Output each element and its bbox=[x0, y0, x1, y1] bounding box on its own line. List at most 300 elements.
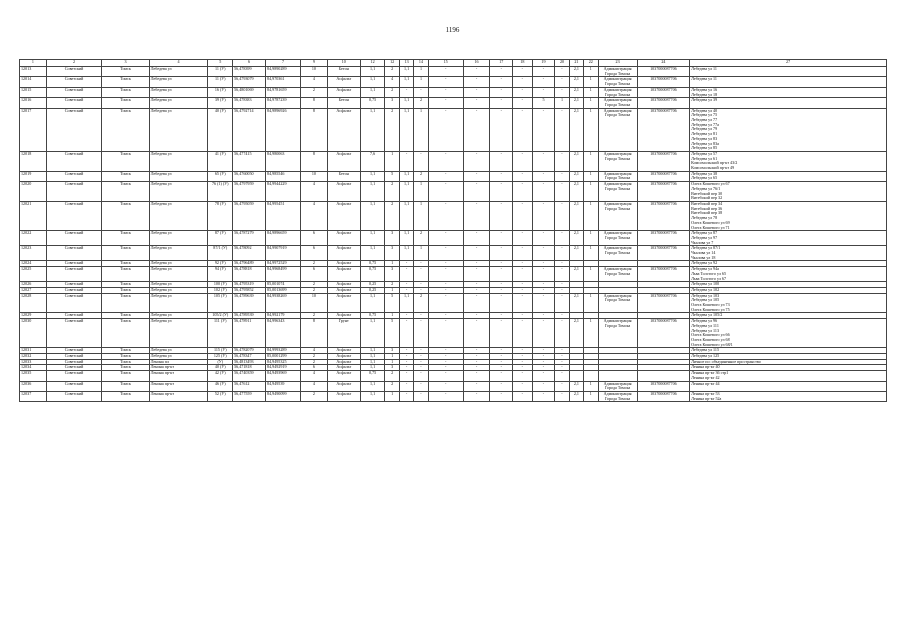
value-cell: 1,1 bbox=[399, 67, 413, 77]
header-cell: 10 bbox=[327, 60, 360, 67]
value-cell: - bbox=[490, 293, 513, 313]
address-line: Лебедева ул 16 bbox=[691, 87, 718, 92]
city-cell: Томск bbox=[102, 201, 149, 230]
value-cell: - bbox=[490, 171, 513, 181]
owner-line: Администрация bbox=[603, 391, 632, 396]
value-cell: - bbox=[399, 313, 413, 319]
value-cell: 1,1 bbox=[360, 293, 385, 313]
owner-cell bbox=[598, 182, 637, 202]
ogrn-cell: 1037000087706 bbox=[637, 267, 690, 282]
value-cell: - bbox=[513, 201, 533, 230]
latitude-cell: 56,4796489 bbox=[233, 261, 266, 267]
table-row bbox=[20, 371, 887, 381]
value-cell: - bbox=[428, 371, 463, 381]
row-number: 12027 bbox=[20, 287, 47, 293]
count-cell: 2 bbox=[385, 201, 399, 230]
address-line: Лебедева ул 11 bbox=[691, 66, 717, 71]
house-cell: (У) bbox=[208, 359, 233, 365]
address-line: Олега Кошевого ул 66 bbox=[691, 332, 730, 338]
value-cell: - bbox=[463, 354, 490, 360]
city-cell: Томск bbox=[102, 98, 149, 108]
value-cell: - bbox=[555, 267, 569, 282]
count-cell: 3 bbox=[385, 267, 399, 282]
value-cell: - bbox=[513, 293, 533, 313]
value-cell: 1 bbox=[584, 392, 598, 402]
longitude-cell: 84,980063 bbox=[266, 151, 301, 171]
value-cell: - bbox=[463, 359, 490, 365]
ogrn-cell: 1037000087706 bbox=[637, 108, 690, 151]
value-cell: - bbox=[555, 67, 569, 77]
value-cell: - bbox=[513, 171, 533, 181]
value-cell: - bbox=[490, 67, 513, 77]
value-cell: - bbox=[414, 319, 428, 348]
value-cell: 1 bbox=[414, 67, 428, 77]
surface-cell: Асфальт bbox=[327, 293, 360, 313]
owner-cell bbox=[598, 392, 637, 402]
owner-line: Города Томска bbox=[604, 205, 631, 211]
ogrn-cell: 1037000087706 bbox=[637, 87, 690, 97]
ogrn-cell: 1037000087706 bbox=[637, 246, 690, 261]
address-cell bbox=[690, 319, 887, 348]
value-cell: - bbox=[513, 267, 533, 282]
longitude-cell: 84,970361 bbox=[266, 77, 301, 87]
value-cell: 1 bbox=[584, 231, 598, 246]
value-cell: 1,1 bbox=[360, 87, 385, 97]
house-cell: 11 (У) bbox=[208, 67, 233, 77]
header-cell: 14 bbox=[414, 60, 428, 67]
district-cell: Советский bbox=[46, 231, 102, 246]
ogrn-cell: 1037000087706 bbox=[637, 171, 690, 181]
table-row bbox=[20, 267, 887, 282]
header-cell: 21 bbox=[569, 60, 583, 67]
city-cell: Томск bbox=[102, 67, 149, 77]
address-line: Лебедева ул 87/1 bbox=[691, 245, 721, 251]
value-cell: - bbox=[513, 67, 533, 77]
street-cell: Лебедева ул bbox=[149, 287, 208, 293]
latitude-cell: 56,478347 bbox=[233, 354, 266, 360]
value-cell: 2,1 bbox=[569, 108, 583, 151]
street-cell: Ленина пр-кт bbox=[149, 392, 208, 402]
header-cell: 5 bbox=[208, 60, 233, 67]
value-cell: - bbox=[513, 246, 533, 261]
address-cell bbox=[690, 201, 887, 230]
value-cell: - bbox=[428, 293, 463, 313]
count-cell: 3 bbox=[385, 98, 399, 108]
street-cell: Лебедева ул bbox=[149, 261, 208, 267]
count-cell: 1 bbox=[385, 151, 399, 171]
district-cell: Советский bbox=[46, 246, 102, 261]
count-cell: 3 bbox=[385, 246, 399, 261]
value-cell: - bbox=[513, 77, 533, 87]
value-cell: 0,25 bbox=[360, 287, 385, 293]
count-cell: 2 bbox=[385, 371, 399, 381]
value-cell: - bbox=[428, 381, 463, 391]
value-cell: 1 bbox=[414, 182, 428, 202]
city-cell: Томск bbox=[102, 77, 149, 87]
surface-cell: Асфальт bbox=[327, 371, 360, 381]
address-line: Олега Кошевого ул 75 bbox=[691, 306, 730, 312]
value-cell: 2,1 bbox=[569, 87, 583, 97]
value-cell: - bbox=[463, 201, 490, 230]
value-cell: 1 bbox=[584, 201, 598, 230]
value-cell: 7,6 bbox=[360, 151, 385, 171]
surface-cell: Асфальт bbox=[327, 77, 360, 87]
owner-line: Администрация bbox=[603, 97, 632, 103]
width-cell: 4 bbox=[301, 182, 328, 202]
value-cell: - bbox=[414, 365, 428, 371]
width-cell: 8 bbox=[301, 151, 328, 171]
owner-line: Города Томска bbox=[604, 297, 631, 303]
row-number: 12020 bbox=[20, 182, 47, 202]
address-line: Лебедева ул 77а bbox=[691, 121, 719, 127]
value-cell: - bbox=[490, 282, 513, 288]
latitude-cell: 56,4813493 bbox=[233, 359, 266, 365]
city-cell: Томск bbox=[102, 246, 149, 261]
value-cell: 1,1 bbox=[360, 354, 385, 360]
value-cell: - bbox=[399, 354, 413, 360]
row-number: 12034 bbox=[20, 365, 47, 371]
row-number: 12033 bbox=[20, 359, 47, 365]
value-cell: - bbox=[555, 371, 569, 381]
header-cell: 24 bbox=[637, 60, 690, 67]
value-cell: - bbox=[428, 261, 463, 267]
address-line: Лебедева ул 96 bbox=[691, 318, 718, 324]
count-cell: 1 bbox=[385, 359, 399, 365]
table-row bbox=[20, 231, 887, 246]
district-cell: Советский bbox=[46, 348, 102, 354]
latitude-cell: 56,478911 bbox=[233, 319, 266, 348]
table-row bbox=[20, 98, 887, 108]
width-cell: 6 bbox=[301, 246, 328, 261]
owner-line: Города Томска bbox=[604, 70, 631, 76]
owner-line: Администрация bbox=[603, 266, 632, 272]
address-cell bbox=[690, 392, 887, 402]
house-cell: 11 (У) bbox=[208, 77, 233, 87]
street-cell: Лебедева ул bbox=[149, 87, 208, 97]
street-cell: Лебедева ул bbox=[149, 246, 208, 261]
address-cell bbox=[690, 246, 887, 261]
table-row bbox=[20, 293, 887, 313]
value-cell: 1,1 bbox=[360, 67, 385, 77]
header-cell: 27 bbox=[690, 60, 887, 67]
district-cell: Советский bbox=[46, 98, 102, 108]
address-line: Олега Кошевого ул 68/1 bbox=[691, 341, 733, 347]
surface-cell: Асфальт bbox=[327, 287, 360, 293]
value-cell: 1 bbox=[584, 151, 598, 171]
longitude-cell: 84,9781659 bbox=[266, 87, 301, 97]
value-cell: - bbox=[463, 371, 490, 381]
street-cell: Ленина пл bbox=[149, 359, 208, 365]
surface-cell: Асфальт bbox=[327, 392, 360, 402]
width-cell: 4 bbox=[301, 348, 328, 354]
value-cell: - bbox=[463, 108, 490, 151]
district-cell: Советский bbox=[46, 171, 102, 181]
value-cell: - bbox=[532, 231, 555, 246]
value-cell: - bbox=[513, 392, 533, 402]
street-cell: Лебедева ул bbox=[149, 77, 208, 87]
longitude-cell: 84,9896926 bbox=[266, 108, 301, 151]
house-cell: 39 (У) bbox=[208, 98, 233, 108]
street-cell: Лебедева ул bbox=[149, 319, 208, 348]
value-cell: - bbox=[532, 246, 555, 261]
owner-line: Администрация bbox=[603, 230, 632, 236]
value-cell: - bbox=[532, 182, 555, 202]
address-line: Чкалова ул 7 bbox=[691, 239, 714, 245]
table-row bbox=[20, 182, 887, 202]
row-number: 12032 bbox=[20, 354, 47, 360]
value-cell: - bbox=[555, 319, 569, 348]
page-number: 1196 bbox=[445, 26, 460, 34]
district-cell: Советский bbox=[46, 319, 102, 348]
longitude-cell: 84,992179 bbox=[266, 313, 301, 319]
value-cell: - bbox=[490, 371, 513, 381]
value-cell: 1 bbox=[584, 246, 598, 261]
street-cell: Лебедева ул bbox=[149, 293, 208, 313]
address-line: Лебедева ул 38 bbox=[691, 171, 718, 176]
value-cell: 1 bbox=[584, 87, 598, 97]
latitude-cell: 56,4795852 bbox=[233, 287, 266, 293]
value-cell: - bbox=[513, 231, 533, 246]
value-cell: 1,1 bbox=[360, 182, 385, 202]
value-cell: 1,1 bbox=[360, 201, 385, 230]
width-cell: 4 bbox=[301, 77, 328, 87]
value-cell: - bbox=[555, 231, 569, 246]
count-cell: 1 bbox=[385, 354, 399, 360]
count-cell: 4 bbox=[385, 77, 399, 87]
street-cell: Лебедева ул bbox=[149, 354, 208, 360]
value-cell: - bbox=[428, 313, 463, 319]
value-cell: 2 bbox=[414, 98, 428, 108]
row-number: 12013 bbox=[20, 67, 47, 77]
row-number: 12018 bbox=[20, 151, 47, 171]
owner-line: Администрация bbox=[603, 151, 632, 156]
value-cell: - bbox=[513, 313, 533, 319]
value-cell: - bbox=[490, 246, 513, 261]
width-cell: 2 bbox=[301, 87, 328, 97]
owner-cell bbox=[598, 371, 637, 381]
district-cell: Советский bbox=[46, 67, 102, 77]
latitude-cell: 56,4801069 bbox=[233, 87, 266, 97]
street-cell: Лебедева ул bbox=[149, 348, 208, 354]
longitude-cell: 84,995451 bbox=[266, 201, 301, 230]
value-cell: - bbox=[428, 67, 463, 77]
value-cell: - bbox=[513, 381, 533, 391]
value-cell: 1 bbox=[584, 267, 598, 282]
owner-line: Администрация bbox=[603, 108, 632, 113]
row-number: 12019 bbox=[20, 171, 47, 181]
latitude-cell: 56,4760050 bbox=[233, 171, 266, 181]
header-cell: 16 bbox=[463, 60, 490, 67]
address-line: Лебедева ул 61 bbox=[691, 155, 718, 161]
value-cell: - bbox=[463, 231, 490, 246]
value-cell: 1,1 bbox=[399, 108, 413, 151]
owner-cell bbox=[598, 231, 637, 246]
district-cell: Советский bbox=[46, 108, 102, 151]
owner-line: Города Томска bbox=[604, 322, 631, 328]
header-cell: 1 bbox=[20, 60, 47, 67]
value-cell: - bbox=[490, 267, 513, 282]
address-line: Лебедева ул 11 bbox=[691, 76, 717, 82]
house-cell: 40 (У) bbox=[208, 108, 233, 151]
house-cell: 46 (У) bbox=[208, 381, 233, 391]
house-cell: 105/2 (У) bbox=[208, 313, 233, 319]
header-row bbox=[20, 60, 887, 67]
registry-table bbox=[19, 59, 887, 402]
longitude-cell: 84,9972529 bbox=[266, 261, 301, 267]
value-cell: - bbox=[463, 381, 490, 391]
ogrn-cell: 1037000087706 bbox=[637, 201, 690, 230]
address-line: Лебедева ул 76/1 bbox=[691, 185, 721, 191]
table-row bbox=[20, 171, 887, 181]
surface-cell: Асфальт bbox=[327, 267, 360, 282]
value-cell: - bbox=[555, 108, 569, 151]
district-cell: Советский bbox=[46, 287, 102, 293]
value-cell: - bbox=[532, 108, 555, 151]
value-cell: - bbox=[490, 108, 513, 151]
longitude-cell: 85,0013699 bbox=[266, 287, 301, 293]
address-line: Лебедева ул 79 bbox=[691, 126, 718, 132]
address-line: Лебедева ул 115 bbox=[691, 347, 720, 353]
owner-line: Города Томска bbox=[604, 250, 631, 256]
value-cell: 2 bbox=[414, 231, 428, 246]
address-line: Лебедева ул 100 bbox=[691, 281, 720, 287]
header-cell: 2 bbox=[46, 60, 102, 67]
street-cell: Лебедева ул bbox=[149, 201, 208, 230]
value-cell: - bbox=[555, 261, 569, 267]
value-cell: - bbox=[463, 282, 490, 288]
value-cell: 1,1 bbox=[399, 98, 413, 108]
value-cell: 2,1 bbox=[569, 151, 583, 171]
address-line: Ленина пр-кт 52а bbox=[691, 395, 722, 401]
value-cell: - bbox=[532, 359, 555, 365]
owner-cell bbox=[598, 381, 637, 391]
street-cell: Ленина пр-кт bbox=[149, 365, 208, 371]
house-cell: 100 (У) bbox=[208, 282, 233, 288]
row-number: 12015 bbox=[20, 87, 47, 97]
district-cell: Советский bbox=[46, 313, 102, 319]
value-cell: 1,1 bbox=[399, 77, 413, 87]
value-cell: - bbox=[399, 392, 413, 402]
value-cell: - bbox=[414, 348, 428, 354]
ogrn-cell: 1037000087706 bbox=[637, 77, 690, 87]
longitude-cell: 84,9968499 bbox=[266, 267, 301, 282]
value-cell: - bbox=[428, 392, 463, 402]
house-cell: 52 (У) bbox=[208, 392, 233, 402]
value-cell: - bbox=[414, 267, 428, 282]
latitude-cell: 56,4793079 bbox=[233, 77, 266, 87]
house-cell: 87 (У) bbox=[208, 231, 233, 246]
value-cell: - bbox=[490, 98, 513, 108]
city-cell: Томск bbox=[102, 354, 149, 360]
table-row bbox=[20, 108, 887, 151]
city-cell: Томск bbox=[102, 267, 149, 282]
owner-cell bbox=[598, 201, 637, 230]
longitude-cell: 84,9495325 bbox=[266, 359, 301, 365]
row-number: 12021 bbox=[20, 201, 47, 230]
street-cell: Лебедева ул bbox=[149, 108, 208, 151]
row-number: 12036 bbox=[20, 381, 47, 391]
address-line: Лебедева ул 94а bbox=[691, 266, 719, 272]
count-cell: 1 bbox=[385, 287, 399, 293]
header-cell: 23 bbox=[598, 60, 637, 67]
city-cell: Томск bbox=[102, 319, 149, 348]
width-cell: 4 bbox=[301, 371, 328, 381]
header-cell: 19 bbox=[532, 60, 555, 67]
city-cell: Томск bbox=[102, 365, 149, 371]
owner-line: Администрация bbox=[603, 318, 632, 324]
value-cell: - bbox=[555, 77, 569, 87]
owner-cell bbox=[598, 98, 637, 108]
owner-line: Города Томска bbox=[604, 385, 631, 391]
value-cell: - bbox=[490, 348, 513, 354]
address-cell bbox=[690, 77, 887, 87]
count-cell: 3 bbox=[385, 365, 399, 371]
ogrn-cell: 1037000087706 bbox=[637, 231, 690, 246]
header-cell: 6 bbox=[233, 60, 266, 67]
row-number: 12025 bbox=[20, 267, 47, 282]
address-line: Льва Толстого ул 67 bbox=[691, 275, 726, 281]
value-cell: 2,1 bbox=[569, 392, 583, 402]
address-line: Лебедева ул 111 bbox=[691, 322, 719, 328]
value-cell: - bbox=[399, 359, 413, 365]
value-cell: - bbox=[490, 313, 513, 319]
count-cell: 5 bbox=[385, 171, 399, 181]
width-cell: 8 bbox=[301, 98, 328, 108]
owner-cell bbox=[598, 171, 637, 181]
value-cell bbox=[584, 371, 598, 381]
value-cell: 2,1 bbox=[569, 182, 583, 202]
owner-line: Администрация bbox=[603, 245, 632, 251]
value-cell: - bbox=[428, 348, 463, 354]
address-line: Лебедева ул 18 bbox=[691, 91, 718, 97]
value-cell: - bbox=[428, 319, 463, 348]
value-cell: 2,1 bbox=[569, 171, 583, 181]
header-cell: 12 bbox=[385, 60, 399, 67]
latitude-cell: 56,4740359 bbox=[233, 371, 266, 381]
ogrn-cell: 1037000087706 bbox=[637, 151, 690, 171]
district-cell: Советский bbox=[46, 392, 102, 402]
address-line: Лебедева ул 113 bbox=[691, 327, 720, 333]
address-cell bbox=[690, 171, 887, 181]
header-cell: 18 bbox=[513, 60, 533, 67]
value-cell: - bbox=[490, 77, 513, 87]
address-line: Лебедева ул 85 bbox=[691, 145, 718, 151]
value-cell: 0,75 bbox=[360, 371, 385, 381]
table-row bbox=[20, 246, 887, 261]
value-cell: - bbox=[532, 371, 555, 381]
value-cell: - bbox=[532, 354, 555, 360]
owner-line: Города Томска bbox=[604, 234, 631, 240]
value-cell: - bbox=[414, 371, 428, 381]
value-cell: - bbox=[532, 77, 555, 87]
street-cell: Ленина пр-кт bbox=[149, 381, 208, 391]
district-cell: Советский bbox=[46, 151, 102, 171]
address-cell bbox=[690, 67, 887, 77]
value-cell: 1,1 bbox=[360, 171, 385, 181]
value-cell: - bbox=[463, 293, 490, 313]
value-cell: - bbox=[463, 313, 490, 319]
district-cell: Советский bbox=[46, 354, 102, 360]
ogrn-cell: 1037000087706 bbox=[637, 392, 690, 402]
owner-cell bbox=[598, 319, 637, 348]
house-cell: 105 (У) bbox=[208, 293, 233, 313]
surface-cell: Асфальт bbox=[327, 348, 360, 354]
header-cell: 20 bbox=[555, 60, 569, 67]
value-cell bbox=[569, 371, 583, 381]
value-cell: - bbox=[399, 365, 413, 371]
value-cell: - bbox=[532, 267, 555, 282]
district-cell: Советский bbox=[46, 293, 102, 313]
